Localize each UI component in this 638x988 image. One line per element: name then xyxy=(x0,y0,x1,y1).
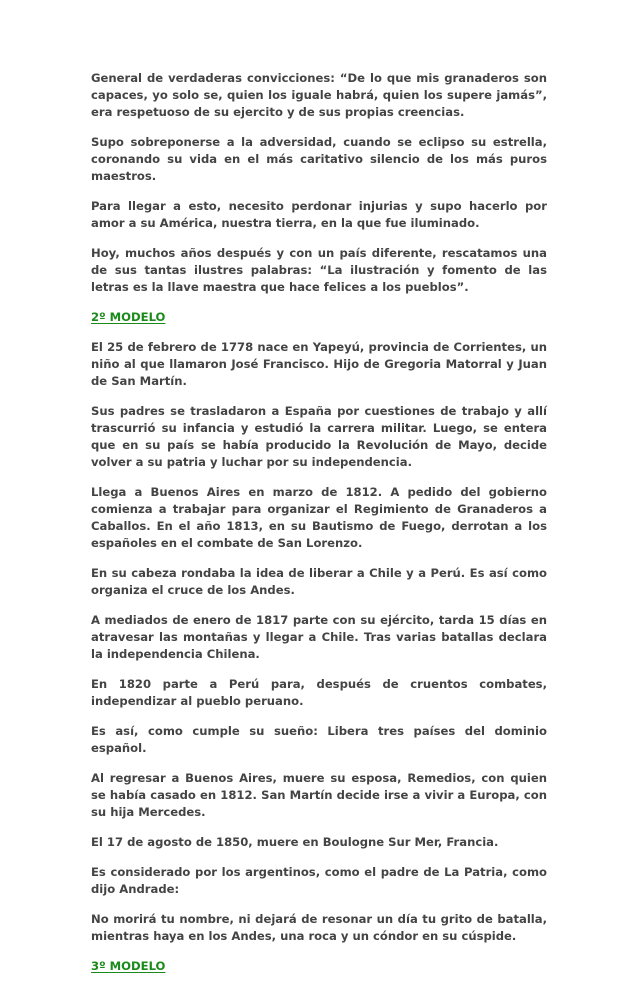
paragraph: Al regresar a Buenos Aires, muere su esposa, Remedios, con quien se había casado en 1812. San Martín decide irse a vivir a Europa, con su hija Mercedes. xyxy=(91,771,547,819)
paragraph: Supo sobreponerse a la adversidad, cuando se eclipso su estrella, coronando su vida en el más caritativo silencio de los más puros maestros. xyxy=(91,135,547,183)
document-page xyxy=(91,70,547,988)
paragraph: Es considerado por los argentinos, como el padre de La Patria, como dijo Andrade: xyxy=(91,865,547,896)
section-heading-modelo-3: 3º MODELO xyxy=(91,959,166,973)
paragraph: En su cabeza rondaba la idea de liberar a Chile y a Perú. Es así como organiza el cruce de los Andes. xyxy=(91,566,547,597)
paragraph: Llega a Buenos Aires en marzo de 1812. A pedido del gobierno comienza a trabajar para organizar el Regimiento de Granaderos a Caballos. En el año 1813, en su Bautismo de Fuego, derrotan a los españoles en el combate de San Lorenzo. xyxy=(91,485,547,550)
paragraph: El 25 de febrero de 1778 nace en Yapeyú, provincia de Corrientes, un niño al que llamaron José Francisco. Hijo de Gregoria Matorral y Juan de San Martín. xyxy=(91,340,547,388)
paragraph: No morirá tu nombre, ni dejará de resonar un día tu grito de batalla, mientras haya en los Andes, una roca y un cóndor en su cúspide. xyxy=(91,912,547,943)
section-heading-modelo-2: 2º MODELO xyxy=(91,310,166,324)
paragraph: Sus padres se trasladaron a España por cuestiones de trabajo y allí trascurrió su infancia y estudió la carrera militar. Luego, se entera que en su país se había producido la Revolución de Mayo, decide volver a su patria y luchar por su independencia. xyxy=(91,404,547,469)
paragraph: General de verdaderas convicciones: “De lo que mis granaderos son capaces, yo solo se, quien los iguale habrá, quien los supere jamás”, era respetuoso de su ejercito y de sus propias creencias. xyxy=(91,71,547,119)
paragraph: A mediados de enero de 1817 parte con su ejército, tarda 15 días en atravesar las montañas y llegar a Chile. Tras varias batallas declara la independencia Chilena. xyxy=(91,613,547,661)
paragraph: Hoy, muchos años después y con un país diferente, rescatamos una de sus tantas ilustres palabras: “La ilustración y fomento de las letras es la llave maestra que hace felices a los pueblos”. xyxy=(91,246,547,294)
paragraph: El 17 de agosto de 1850, muere en Boulogne Sur Mer, Francia. xyxy=(91,835,499,849)
paragraph: Es así, como cumple su sueño: Libera tres países del dominio español. xyxy=(91,724,547,755)
paragraph: Para llegar a esto, necesito perdonar injurias y supo hacerlo por amor a su América, nuestra tierra, en la que fue iluminado. xyxy=(91,199,547,230)
paragraph: En 1820 parte a Perú para, después de cruentos combates, independizar al pueblo peruano. xyxy=(91,677,547,708)
